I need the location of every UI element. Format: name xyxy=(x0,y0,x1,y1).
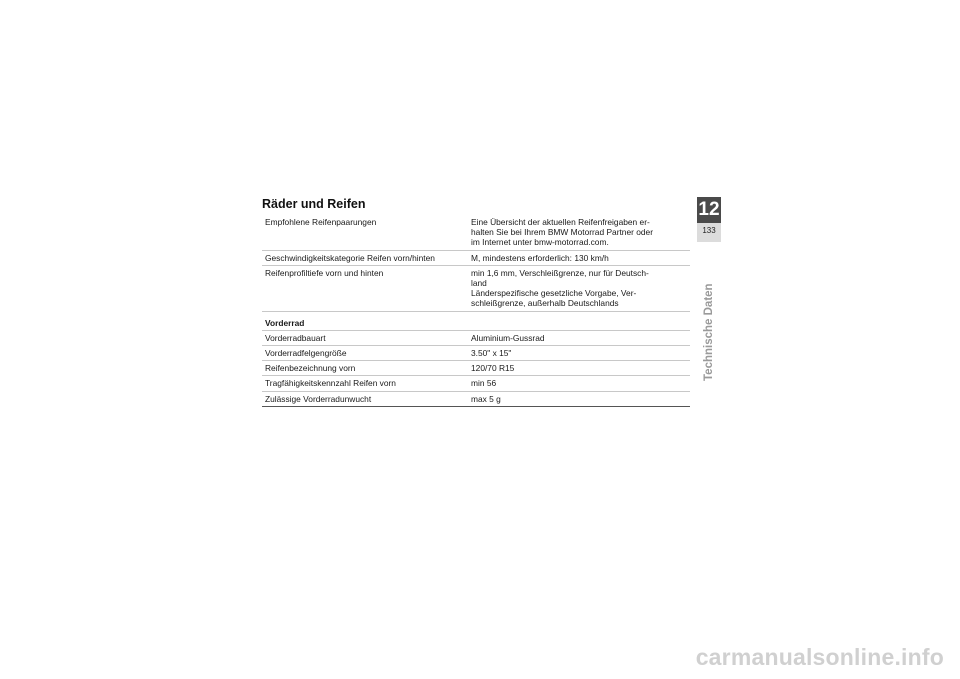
spec-table xyxy=(262,215,690,407)
group-header-row xyxy=(262,311,690,330)
row-label: Vorderradfelgengröße xyxy=(262,346,468,361)
group-title: Vorderrad xyxy=(262,311,690,330)
row-value: 120/70 R15 xyxy=(468,361,690,376)
row-value: 3.50" x 15" xyxy=(468,346,690,361)
row-label: Tragfähigkeitskennzahl Reifen vorn xyxy=(262,376,468,391)
table-row xyxy=(262,250,690,265)
row-label: Zulässige Vorderradunwucht xyxy=(262,391,468,406)
value-line: schleißgrenze, außerhalb Deutschlands xyxy=(471,298,619,309)
page-number: 133 xyxy=(702,226,716,235)
row-value xyxy=(468,250,690,265)
value-line: Eine Übersicht der aktuellen Reifenfreigaben er- xyxy=(471,217,650,227)
table-row xyxy=(262,346,690,361)
chapter-title: Technische Daten xyxy=(703,283,715,381)
table-row xyxy=(262,361,690,376)
value-line: halten Sie bei Ihrem BMW Motorrad Partner oder xyxy=(471,227,654,238)
table-row xyxy=(262,376,690,391)
table-row xyxy=(262,265,690,311)
table-row xyxy=(262,330,690,345)
section-title: Räder und Reifen xyxy=(262,197,366,211)
table-row xyxy=(262,215,690,250)
row-value xyxy=(468,215,690,250)
value-line: M, mindestens erforderlich: 130 km/h xyxy=(471,252,609,263)
table-row xyxy=(262,391,690,406)
row-label: Geschwindigkeitskategorie Reifen vorn/hinten xyxy=(262,250,468,265)
chapter-number: 12 xyxy=(698,199,720,220)
row-value: Aluminium-Gussrad xyxy=(468,330,690,345)
row-label: Reifenbezeichnung vorn xyxy=(262,361,468,376)
value-line: im Internet unter bmw-motorrad.com. xyxy=(471,237,609,248)
row-value: min 56 xyxy=(468,376,690,391)
row-label: Reifenprofiltiefe vorn und hinten xyxy=(262,265,468,311)
row-label: Empfohlene Reifenpaarungen xyxy=(262,215,468,250)
value-line: Länderspezifische gesetzliche Vorgabe, Ver- xyxy=(471,288,637,299)
chapter-tab xyxy=(697,197,721,242)
value-line: min 1,6 mm, Verschleißgrenze, nur für Deutsch- xyxy=(471,267,649,278)
watermark: carmanualsonline.info xyxy=(695,644,944,670)
value-line: land xyxy=(471,278,487,289)
row-label: Vorderradbauart xyxy=(262,330,468,345)
row-value: max 5 g xyxy=(468,391,690,406)
row-value xyxy=(468,265,690,311)
